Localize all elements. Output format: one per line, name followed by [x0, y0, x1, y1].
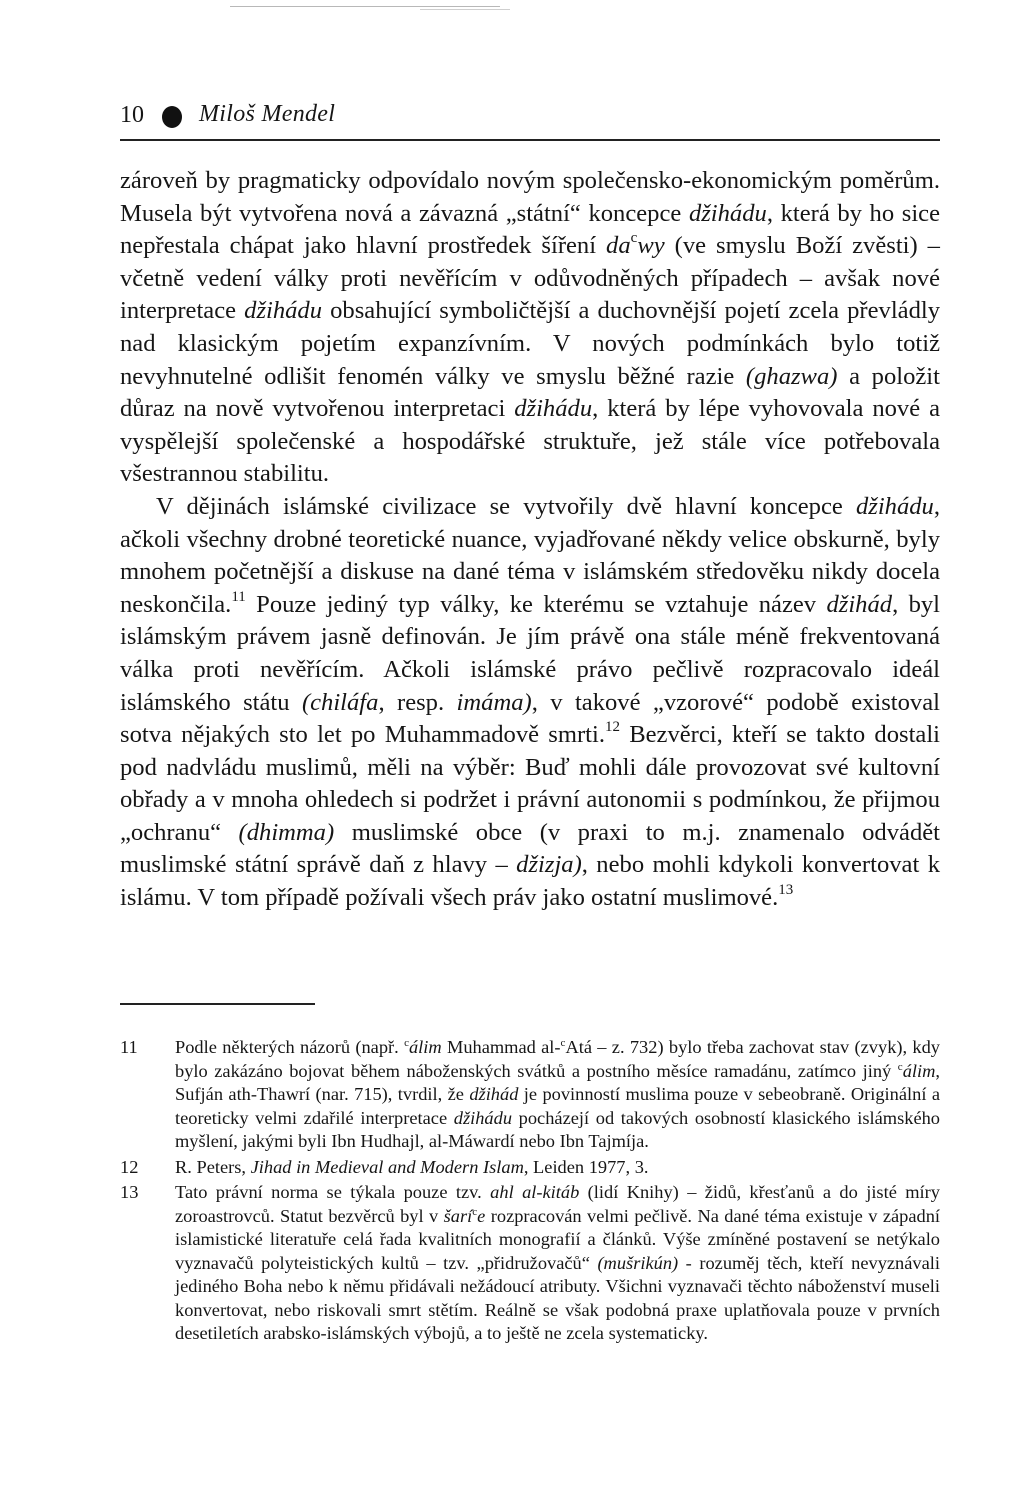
- text-run: a položit důraz na nově vytvořenou interpretaci: [120, 362, 940, 423]
- main-text: [120, 165, 940, 915]
- italic-term: (chiláfa: [301, 688, 379, 716]
- text-run: , resp.: [378, 688, 457, 716]
- footnote-number: 12: [120, 1156, 139, 1177]
- text-run: (lidí Knihy) – židů, křesťanů a do jisté míry zoroastrovců. Statut bezvěrců byl v: [175, 1182, 940, 1226]
- footnotes: [120, 1036, 940, 1348]
- italic-term: Jihad in Medieval and Modern Islam: [250, 1156, 524, 1177]
- text-run: muslimské obce (v praxi to m.j. znamenalo odvádět muslimské státní správě daň z hlavy –: [120, 818, 940, 879]
- bullet-icon: [162, 106, 182, 128]
- header-rule: [120, 139, 940, 141]
- italic-term: džihád: [469, 1084, 519, 1104]
- paragraph-2: [120, 491, 940, 915]
- text-run: R. Peters,: [175, 1156, 251, 1177]
- italic-term: da: [606, 232, 631, 260]
- italic-term: álim: [408, 1037, 442, 1057]
- text-run: - rozuměj těch, kteří nevyznávali jediného Boha nebo k němu přidávali nežádoucí atributy. Všichni vyznavači těchto náboženství museli konvertovat, nebo riskovali smrt stětím. Reálně se však podobná praxe uplatňovala pouze v prvních desetiletích arabsko-islámských výbojů, a to ještě ne zcela systematicky.: [175, 1252, 940, 1343]
- superscript: c: [560, 1037, 566, 1049]
- italic-term: šarí: [443, 1205, 473, 1226]
- text-run: (ve smyslu Boží zvěsti) – včetně vedení války proti nevěřícím v odůvodněných případech – avšak nové interpretace: [120, 232, 940, 325]
- superscript: c: [897, 1060, 903, 1073]
- text-run: , byl islámským právem jasně definován. Je jím právě ona stále méně frekventovaná válka proti nevěřícím. Ačkoli islámské právo pečlivě rozpracovalo ideál islámského státu: [120, 590, 940, 716]
- text-run: Pouze jediný typ války, ke kterému se vztahuje název: [245, 590, 827, 618]
- text-run: , Sufján ath-Thawrí (nar. 715), tvrdil, že: [175, 1060, 940, 1104]
- italic-term: e: [477, 1205, 486, 1226]
- italic-term: džihádu: [244, 297, 323, 325]
- italic-term: ahl al-kitáb: [490, 1182, 580, 1202]
- superscript: c: [404, 1037, 409, 1049]
- text-run: Podle některých názorů (např.: [175, 1037, 405, 1057]
- superscript: c: [630, 230, 638, 247]
- text-run: V dějinách islámské civilizace se vytvořily dvě hlavní koncepce: [156, 492, 856, 520]
- italic-term: wy: [637, 232, 665, 260]
- footnote-12: [120, 1156, 940, 1180]
- superscript: 13: [778, 882, 794, 899]
- text-run: Bezvěrci, kteří se takto dostali pod nadvládu muslimů, měli na výběr: Buď mohli dále provozovat své kultovní obřady a v mnoha ohledech si podržet i právní autonomii s podmínkou, že přijmou „ochranu“: [120, 721, 940, 846]
- italic-term: džihádu: [855, 492, 934, 520]
- text-run: Muhammad al-: [441, 1037, 561, 1057]
- italic-term: džihádu: [514, 395, 593, 423]
- scan-edge-line: [420, 9, 510, 10]
- italic-term: džizja): [516, 851, 582, 879]
- footnote-separator: [120, 1003, 315, 1005]
- italic-term: džihád: [826, 590, 893, 618]
- footnote-text: [175, 1157, 648, 1177]
- text-run: , ačkoli všechny drobné teoretické nuance, vyjadřované někdy velice obskurně, byly mnohem početnější a diskuse na dané téma v islámském středověku nikdy docela neskončila.: [120, 492, 940, 618]
- italic-term: (dhimma): [238, 818, 335, 846]
- scan-edge-line: [230, 6, 500, 7]
- italic-term: (ghazwa): [745, 362, 838, 390]
- text-run: , Leiden 1977, 3.: [523, 1156, 649, 1177]
- footnote-text: [175, 1182, 940, 1343]
- footnote-number: 13: [120, 1182, 139, 1202]
- text-run: , která by ho sice nepřestala chápat jako hlavní prostředek šíření: [120, 199, 940, 260]
- italic-term: álim: [902, 1060, 936, 1081]
- text-run: zároveň by pragmaticky odpovídalo novým společensko-ekonomickým poměrům. Musela být vytvořena nová a závazná „státní“ koncepce: [120, 167, 940, 227]
- text-run: rozpracován velmi pečlivě. Na dané téma existuje v západní islamistické literatuře celá řada kvalitních monografií a článků. Výše zmíněné postavení se netýkalo vyznavačů polyteistických kultů – tzv. „přidružovačů“: [175, 1205, 941, 1273]
- text-run: , nebo mohli kdykoli konvertovat k islámu. V tom případě požívali všech práv jako ostatní muslimové.: [120, 851, 940, 912]
- author-name: Miloš Mendel: [199, 101, 336, 127]
- page-number: 10: [120, 102, 144, 128]
- footnote-11: [120, 1036, 940, 1154]
- superscript: 11: [231, 588, 246, 605]
- text-run: Atá – z. 732) bylo třeba zachovat stav (zvyk), kdy bylo zakázáno bojovat během náboženských svátků a postního měsíce ramadánu, zatímco jiný: [175, 1037, 941, 1081]
- running-head: [120, 100, 940, 136]
- text-run: , v takové „vzorové“ podobě existoval sotva nějakých sto let po Muhammadově smrti.: [120, 688, 940, 749]
- italic-term: džihádu: [688, 199, 767, 227]
- text-run: , která by lépe vyhovovala nové a vyspělejší společenské a hospodářské struktuře, jež stále více potřebovala všestrannou stabilitu.: [120, 395, 940, 488]
- text-run: obsahující symboličtější a duchovnější pojetí zcela převládly nad klasickým pojetím expanzívním. V nových podmínkách bylo totiž nevyhnutelné odlišit fenomén války ve smyslu běžné razie: [120, 297, 940, 390]
- superscript: c: [472, 1205, 478, 1218]
- footnote-number: 11: [120, 1037, 138, 1057]
- text-run: pocházejí od takových osobností klasického islámského myšlení, jakými byli Ibn Hudhajl, al-Máwardí nebo Ibn Tajmíja.: [175, 1107, 940, 1151]
- footnote-13: [120, 1181, 940, 1346]
- paragraph-1: [120, 165, 940, 491]
- text-run: Tato právní norma se týkala pouze tzv.: [175, 1182, 491, 1202]
- footnote-text: [175, 1037, 940, 1151]
- italic-term: imáma): [456, 688, 532, 716]
- italic-term: (mušrikún): [597, 1252, 679, 1273]
- italic-term: džihádu: [453, 1107, 513, 1128]
- text-run: je povinností muslima pouze v sebeobraně. Originální a teoreticky velmi zdařilé interpretace: [175, 1084, 940, 1128]
- superscript: 12: [605, 719, 620, 736]
